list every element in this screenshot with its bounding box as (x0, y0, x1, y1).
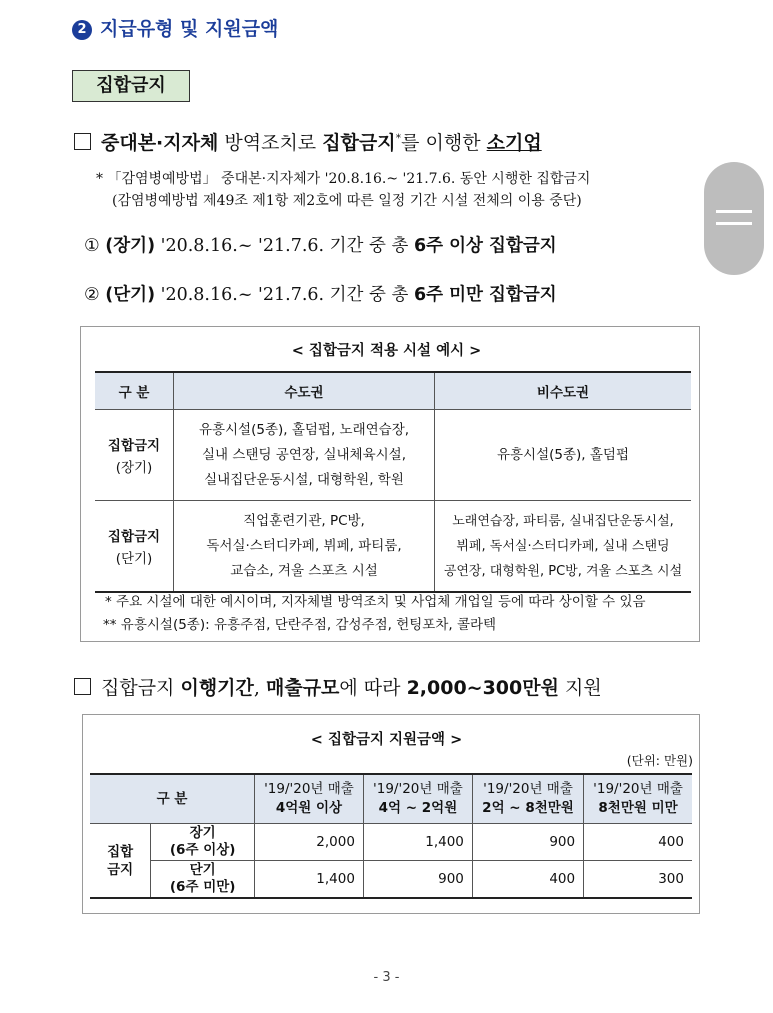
header-bottom: 2억 ~ 8천만원 (482, 800, 574, 816)
cell-line: 실내 스탠딩 공연장, 실내체육시설, (201, 446, 407, 463)
floating-menu-handle[interactable] (704, 162, 764, 275)
amount-table (90, 773, 692, 899)
checkbox-square-icon (74, 678, 91, 695)
cell-line: 노래연습장, 파티룸, 실내집단운동시설, (452, 513, 674, 529)
header-bottom: 4억 ~ 2억원 (378, 800, 458, 816)
header-sales-column (363, 774, 472, 824)
bullet1-text: 방역조치로 (218, 132, 323, 154)
noncapital-cell (435, 410, 692, 501)
row-category (95, 501, 174, 593)
header-noncapital: 비수도권 (435, 372, 692, 410)
capital-cell (174, 501, 435, 593)
row-category (95, 410, 174, 501)
menu-line-icon (716, 210, 752, 213)
bullet2-text: 집합금지 (101, 677, 181, 699)
capital-cell (174, 410, 435, 501)
header-capital: 수도권 (174, 372, 435, 410)
facility-note-1: * 주요 시설에 대한 예시이며, 지자체별 방역조치 및 사업체 개업일 등에 따라 상이할 수 있음 (105, 594, 646, 610)
table-row (95, 501, 691, 593)
item-number: ① (84, 236, 100, 256)
page-number: - 3 - (373, 970, 400, 985)
noncapital-cell (435, 501, 692, 593)
facility-note-2: ** 유흥시설(5종): 유흥주점, 단란주점, 감성주점, 헌팅포차, 콜라텍 (103, 617, 497, 633)
amount-cell: 1,400 (255, 861, 364, 899)
bullet2-text3: 지원 (558, 677, 602, 699)
cell-line: 실내집단운동시설, 대형학원, 학원 (204, 471, 404, 488)
header-bottom: 8천만원 미만 (598, 800, 678, 816)
note-line-2: (감염병예방법 제49조 제1항 제2호에 따른 일정 기간 시설 전체의 이용 중단) (112, 193, 582, 209)
table-row (90, 861, 692, 899)
category-label: 집합금지 (107, 437, 161, 454)
cell-line: 공연장, 대형학원, PC방, 겨울 스포츠 시설 (443, 563, 683, 579)
bullet1-closure: 집합금지 (322, 132, 396, 154)
category-sub: (장기) (115, 459, 153, 476)
row-label (151, 824, 255, 861)
item-long-term (84, 232, 557, 257)
cell-line: 유흥시설(5종), 홀덤펍, 노래연습장, (198, 421, 410, 438)
category-sub: (단기) (115, 550, 153, 567)
amount-cell: 900 (363, 861, 472, 899)
amount-bullet (74, 673, 602, 700)
bullet1-text2: 를 이행한 (401, 132, 487, 154)
table-header-row (95, 372, 691, 410)
header-sales-column (255, 774, 364, 824)
table-header-row (90, 774, 692, 824)
bullet1-authority: 중대본·지자체 (101, 132, 219, 154)
cell-line: 독서실·스터디카페, 뷔페, 파티룸, (206, 537, 402, 554)
amount-cell: 400 (584, 824, 692, 861)
item-label: (장기) (105, 236, 156, 256)
section-number-badge: 2 (72, 20, 92, 40)
eligibility-bullet (74, 128, 542, 155)
category-tag: 집합금지 (72, 70, 190, 102)
group-line: 집합 (107, 843, 134, 860)
header-category: 구 분 (95, 372, 174, 410)
header-sales-column (584, 774, 692, 824)
section-title-text: 지급유형 및 지원금액 (100, 18, 279, 40)
item-number: ② (84, 285, 100, 305)
header-top: '19/'20년 매출 (593, 781, 683, 797)
item-label: (단기) (105, 285, 156, 305)
group-label (90, 824, 151, 899)
note-line-1: * 「감염병예방법」 중대본·지자체가 '20.8.16.~ '21.7.6. 동안 시행한 집합금지 (96, 171, 591, 187)
table-row (90, 824, 692, 861)
bullet2-amount: 2,000~300만원 (406, 677, 559, 699)
item-text: '20.8.16.~ '21.7.6. 기간 중 총 (155, 285, 414, 305)
category-label: 집합금지 (107, 528, 161, 545)
header-top: '19/'20년 매출 (264, 781, 354, 797)
bullet1-small-business: 소기업 (486, 132, 542, 154)
menu-line-icon (716, 222, 752, 225)
item-short-term (84, 281, 557, 306)
checkbox-square-icon (74, 133, 91, 150)
unit-label: (단위: 만원) (626, 753, 693, 768)
item-text: '20.8.16.~ '21.7.6. 기간 중 총 (155, 236, 414, 256)
bullet2-sep: , (253, 677, 266, 699)
row-label-top: 단기 (189, 862, 216, 878)
group-line: 금지 (107, 861, 134, 878)
header-sales-column (472, 774, 583, 824)
row-label-bottom: (6주 미만) (169, 879, 236, 895)
cell-line: 직업훈련기관, PC방, (243, 512, 365, 529)
header-bottom: 4억원 이상 (275, 800, 343, 816)
amount-cell: 1,400 (363, 824, 472, 861)
cell-line: 유흥시설(5종), 홀덤펍 (496, 446, 630, 463)
row-label-top: 장기 (189, 825, 216, 841)
header-top: '19/'20년 매출 (483, 781, 573, 797)
section-title (72, 14, 278, 41)
cell-line: 뷔페, 독서실·스터디카페, 실내 스탠딩 (456, 538, 670, 554)
amount-cell: 2,000 (255, 824, 364, 861)
row-label-bottom: (6주 이상) (169, 842, 236, 858)
amount-cell: 400 (472, 861, 583, 899)
cell-line: 교습소, 겨울 스포츠 시설 (230, 562, 378, 579)
item-bold: 6주 이상 집합금지 (413, 236, 557, 256)
amount-cell: 300 (584, 861, 692, 899)
item-bold: 6주 미만 집합금지 (413, 285, 557, 305)
row-label (151, 861, 255, 899)
header-category: 구 분 (90, 774, 255, 824)
footnote-mark: * (395, 131, 402, 145)
header-top: '19/'20년 매출 (373, 781, 463, 797)
facility-table (95, 371, 691, 593)
amount-table-title: < 집합금지 지원금액 > (310, 732, 463, 748)
bullet2-text2: 에 따라 (339, 677, 407, 699)
facility-table-title: < 집합금지 적용 시설 예시 > (291, 343, 482, 359)
table-row (95, 410, 691, 501)
amount-cell: 900 (472, 824, 583, 861)
bullet2-sales: 매출규모 (265, 677, 340, 699)
bullet2-period: 이행기간 (180, 677, 254, 699)
